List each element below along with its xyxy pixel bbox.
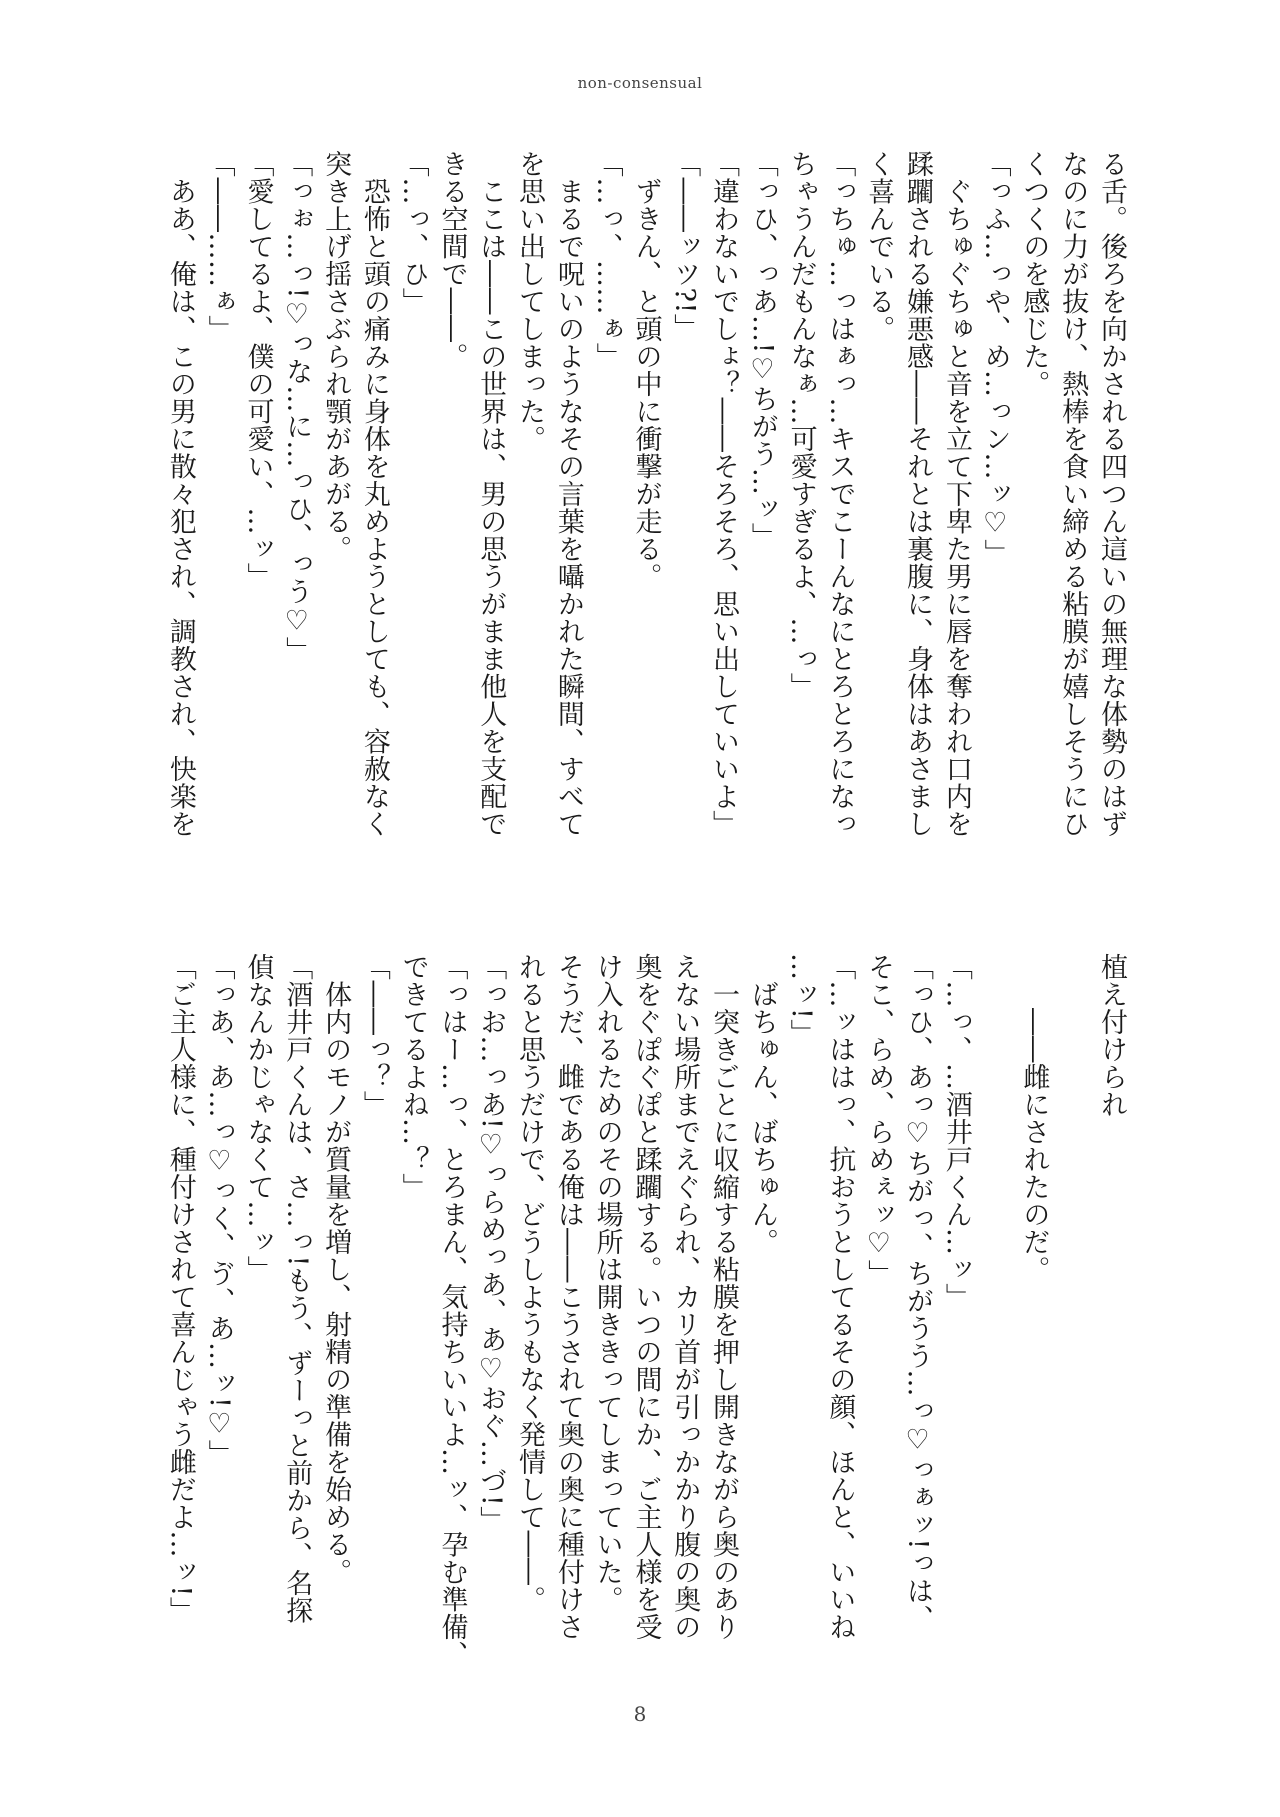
text-line: 「…ッははっ、抗おうとしてるその顔、ほんと、いいね — [824, 953, 856, 1641]
text-line: 「っちゅ…っはぁっ…キスでこーんなにとろとろになっ — [824, 150, 856, 838]
text-line: ――雌にされたのだ。 — [1018, 953, 1050, 1283]
text-line: …ッ!」 — [785, 953, 817, 1047]
text-line: く喜んでいる。 — [863, 150, 895, 343]
text-line: 「っふ…っや、め…っン…ッ♡」 — [979, 150, 1011, 567]
text-line: 「ご主人様に、種付けされて喜んじゃう雌だよ…ッ!」 — [164, 953, 196, 1625]
text-line: 突き上げ揺さぶられ顎があがる。 — [320, 150, 352, 563]
text-line: 「っお…っあ!♡っらめっあ、あ♡おぐ…づ!」 — [475, 953, 507, 1534]
text-line: ちゃうんだもんなぁ…可愛すぎるよ、…っ」 — [785, 150, 817, 700]
text-line: ずきん、と頭の中に衝撃が走る。 — [630, 150, 662, 590]
text-line: る舌。後ろを向かされる四つん這いの無理な体勢のはず — [1096, 150, 1127, 838]
text-line: ばちゅん、ばちゅん。 — [746, 953, 778, 1256]
text-line: 一突きごとに収縮する粘膜を押し開きながら奥のあり — [708, 953, 740, 1641]
text-line: 「っぉ…っ!♡っな…に…っひ、っう♡」 — [281, 150, 313, 665]
text-line: ああ、俺は、この男に散々犯され、調教され、快楽を — [164, 150, 196, 838]
text-line: 奥をぐぽぐぽと蹂躙する。いつの間にか、ご主人様を受 — [630, 953, 662, 1641]
running-header: non-consensual — [577, 74, 703, 92]
text-line: きる空間で――。 — [436, 150, 468, 370]
text-line: け入れるためのその場所は開ききってしまっていた。 — [591, 953, 623, 1613]
text-line: まるで呪いのようなその言葉を囁かれた瞬間、すべて — [552, 150, 584, 838]
text-line: 「っはー…っ、とろまん、気持ちいいよ…ッ、孕む準備、 — [436, 953, 468, 1668]
text-line: なのに力が抜け、熱棒を食い締める粘膜が嬉しそうにひ — [1057, 150, 1089, 838]
upper-text-block — [160, 150, 1130, 850]
text-line: 「愛してるよ、僕の可愛い、…ッ」 — [242, 150, 274, 590]
text-line: 「――ッツ?!」 — [669, 150, 701, 342]
text-line: そうだ、雌である俺は――こうされて奥の奥に種付けさ — [552, 953, 584, 1641]
page-number: 8 — [633, 1702, 647, 1726]
text-line: ぐちゅぐちゅと音を立て下卑た男に唇を奪われ口内を — [940, 150, 972, 838]
text-line: 体内のモノが質量を増し、射精の準備を始める。 — [320, 953, 352, 1586]
text-line: 偵なんかじゃなくて…ッ」 — [242, 953, 274, 1283]
text-line: を思い出してしまった。 — [514, 150, 546, 453]
text-line: 「――っ？」 — [358, 953, 390, 1118]
text-line: 「っひ、っあ…!♡ちがう…ッ」 — [746, 150, 778, 551]
text-line: れると思うだけで、どうしようもなく発情して――。 — [514, 953, 546, 1613]
text-line: 「…っ、……ぁ」 — [591, 150, 623, 370]
text-line: 恐怖と頭の痛みに身体を丸めようとしても、容赦なく — [358, 150, 390, 838]
text-line: くつくのを感じた。 — [1018, 150, 1050, 398]
text-line — [975, 953, 1014, 1653]
text-line: 「――……ぁ」 — [203, 150, 235, 343]
text-line: 蹂躙される嫌悪感――それとは裏腹に、身体はあさまし — [902, 150, 934, 838]
text-line: そこ、らめ、らめぇッ♡」 — [863, 953, 895, 1287]
text-line: 「…っ、ひ」 — [397, 150, 429, 315]
text-line: 「っひ、あっ♡ちがっ、ちがうう…っ♡っぁッ!っは、 — [902, 953, 934, 1633]
text-line: 「っあ、あ…っ♡っく、ゔ、あ…ッ!♡」 — [203, 953, 235, 1468]
text-line: 「違わないでしょ？――そろそろ、思い出していいよ」 — [708, 150, 740, 838]
text-line: 「酒井戸くんは、さ…っ!もう、ずーっと前から、名探 — [281, 953, 313, 1625]
text-line: 植え付けられ — [1096, 953, 1127, 1118]
text-line: できてるよね…？」 — [397, 953, 429, 1201]
text-line: えない場所までえぐられ、カリ首が引っかかり腹の奥の — [669, 953, 701, 1641]
text-line — [1052, 953, 1091, 1653]
lower-text-block — [160, 953, 1130, 1668]
text-line: ここは――この世界は、男の思うがまま他人を支配で — [475, 150, 507, 838]
text-line: 「…っ、…酒井戸くん…ッ」 — [940, 953, 972, 1311]
